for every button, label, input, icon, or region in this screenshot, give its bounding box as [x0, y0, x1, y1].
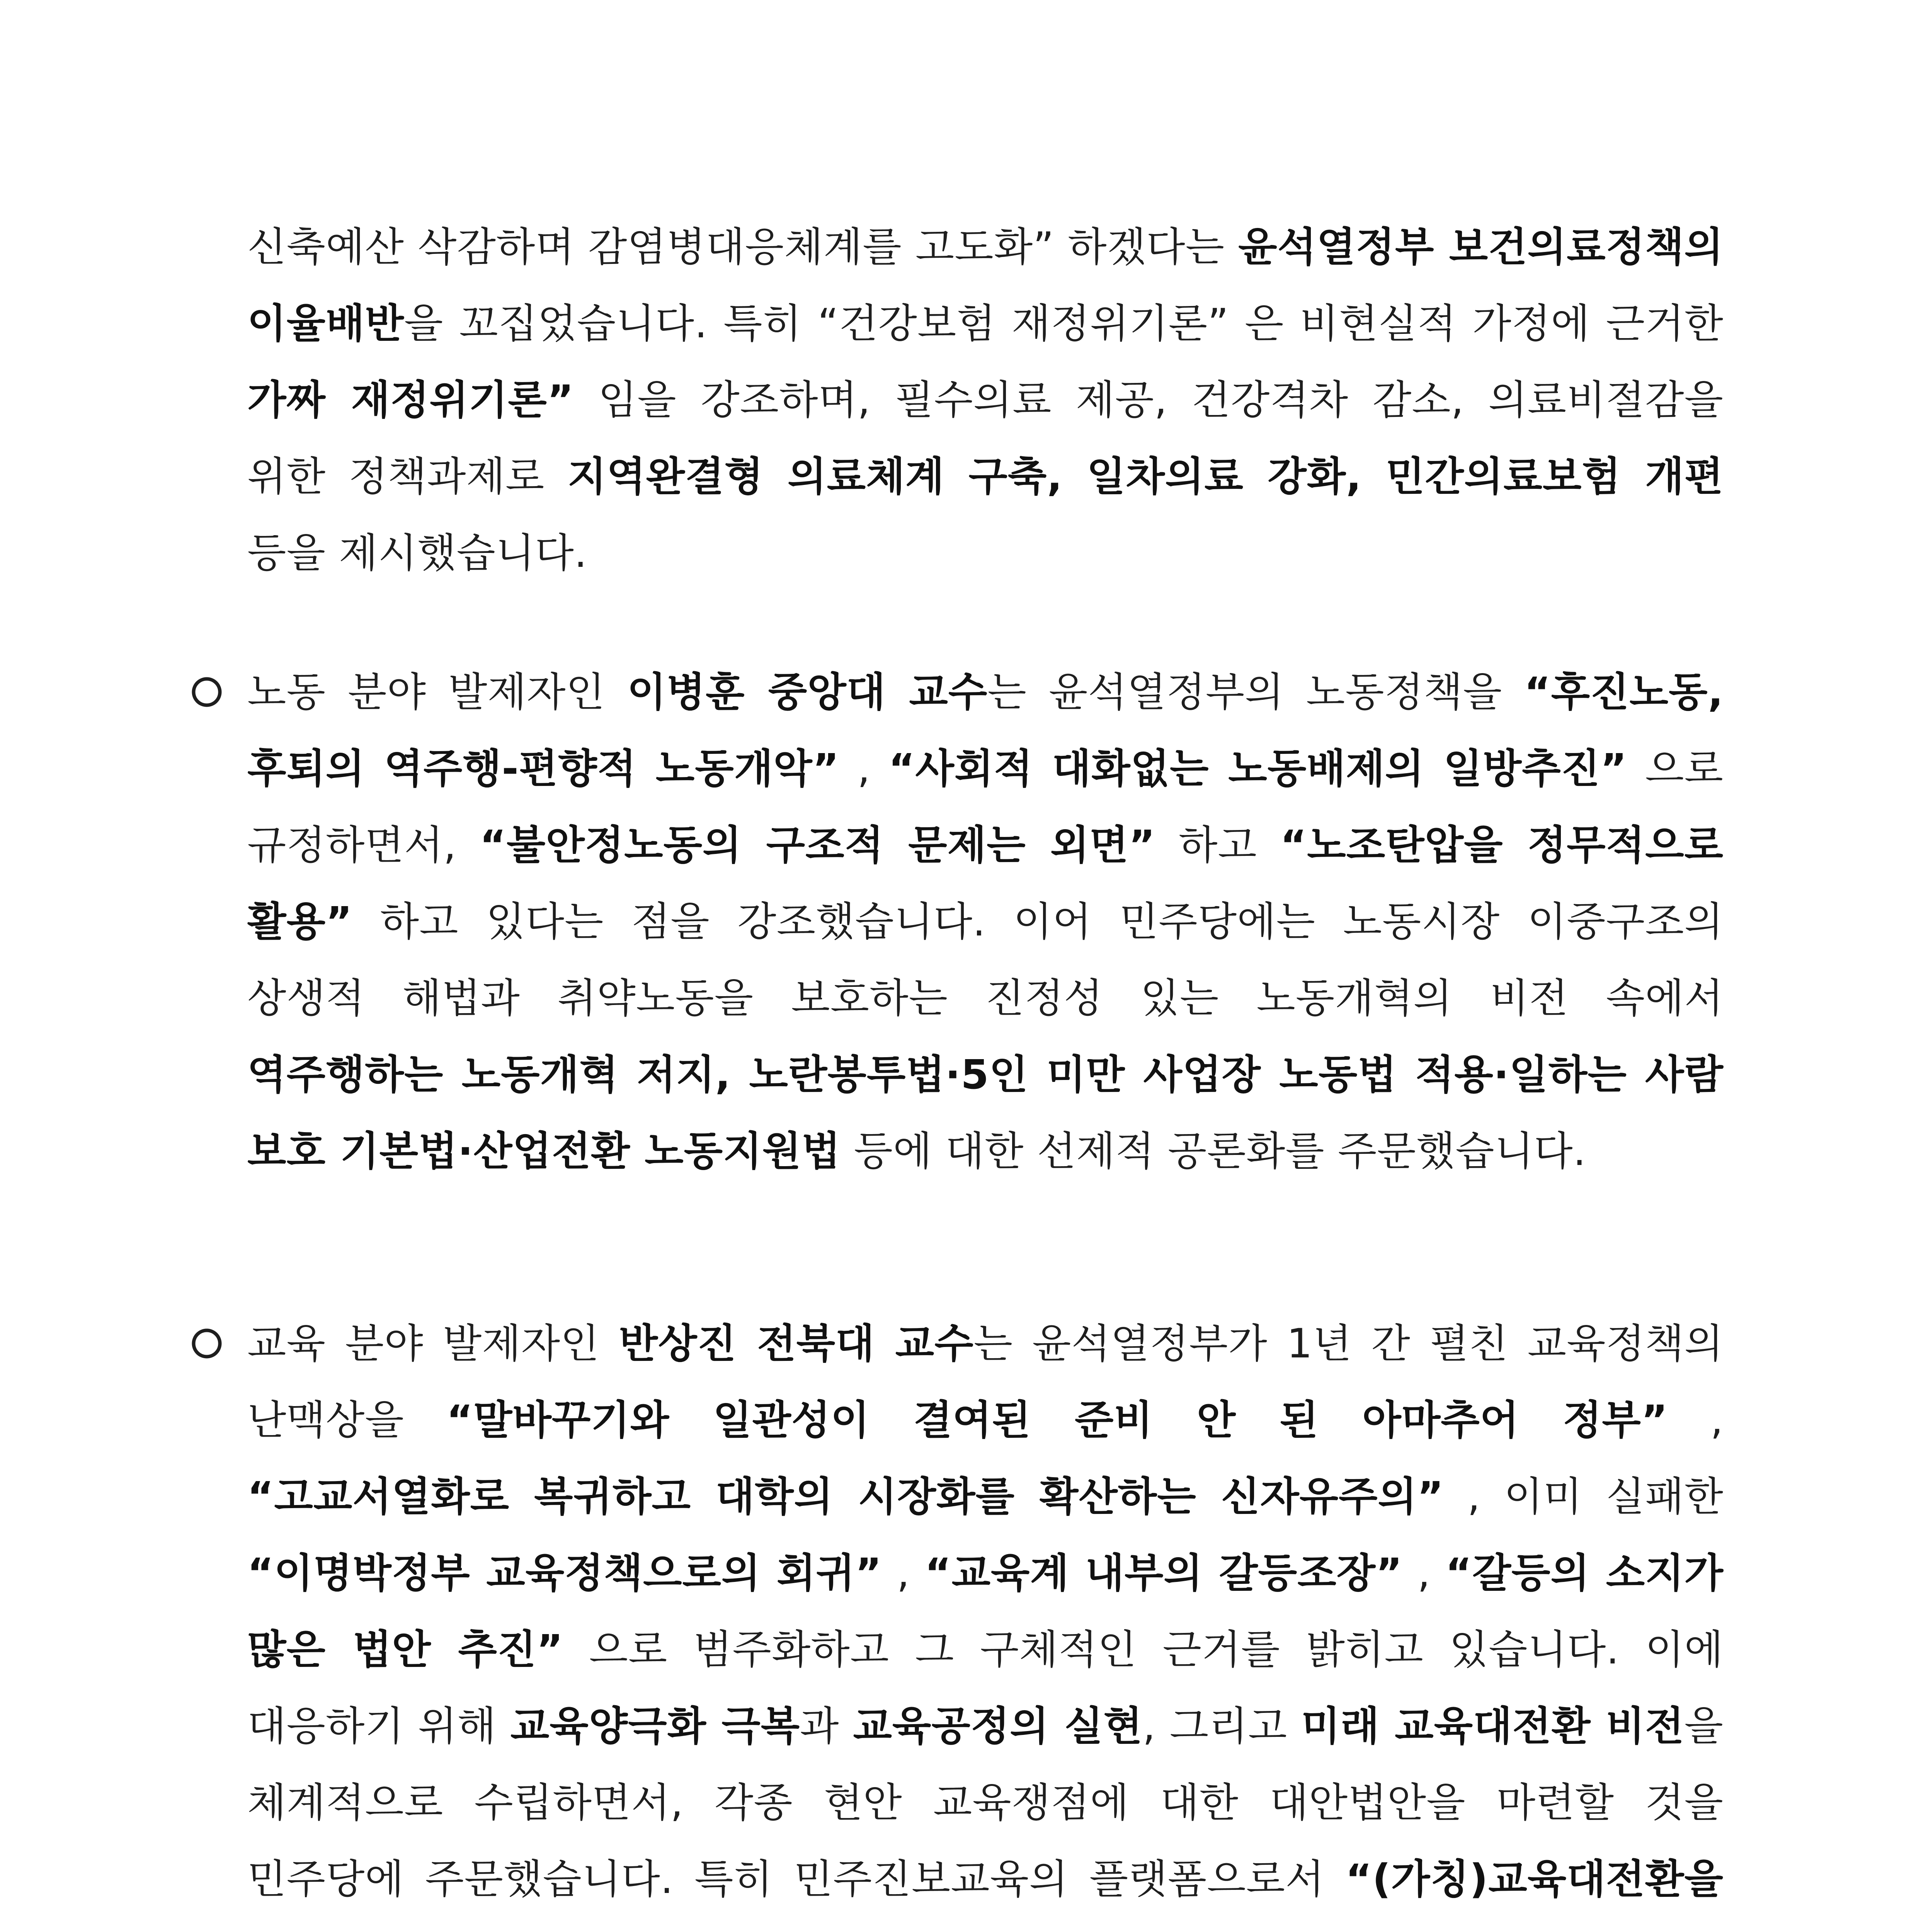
- labor-text-5: 하고: [1155, 821, 1280, 869]
- edu-bold-6: “갈등의 소지가 많은 법안 추진”: [247, 1549, 1724, 1673]
- labor-bold-1: 이병훈 중앙대 교수: [627, 668, 988, 716]
- labor-policy-paragraph: [247, 654, 1724, 1189]
- labor-text-2: 는 윤석열정부의 노동정책을: [987, 668, 1525, 716]
- labor-text-3: ,: [839, 745, 889, 792]
- circle-bullet-icon: [189, 1326, 224, 1361]
- labor-bold-4: “불안정노동의 구조적 문제는 외면”: [480, 821, 1155, 869]
- labor-text-6: 하고 있다는 점을 강조했습니다. 이어 민주당에는 노동시장 이중구조의 상생적 해법과 취약노동을 보호하는 진정성 있는 노동개혁의 비전 속에서: [247, 898, 1724, 1022]
- labor-bold-2: “후진노동, 후퇴의 역주행-편향적 노동개악”: [247, 668, 1724, 792]
- edu-text-5: ,: [882, 1549, 925, 1597]
- health-text-4: 등을 제시했습니다.: [247, 529, 587, 577]
- circle-bullet-icon: [189, 675, 224, 709]
- labor-text-7: 등에 대한 선제적 공론화를 주문했습니다.: [841, 1128, 1586, 1175]
- health-text-1: 신축예산 삭감하며 감염병대응체계를 고도화” 하겠다는: [247, 223, 1239, 270]
- edu-text-9: , 그리고: [1142, 1702, 1302, 1750]
- edu-bold-1: 반상진 전북대 교수: [619, 1320, 974, 1367]
- health-text-2: 을 꼬집었습니다. 특히 “건강보험 재정위기론” 은 비현실적 가정에 근거한: [404, 300, 1724, 347]
- edu-bold-8: 교육공정의 실현: [853, 1702, 1143, 1750]
- education-policy-paragraph: [247, 1305, 1724, 1932]
- health-bold-3: 지역완결형 의료체계 구축, 일차의료 강화, 민간의료보험 개편: [567, 453, 1724, 500]
- edu-text-7: 으로 범주화하고 그 구체적인 근거를 밝히고 있습니다. 이에 대응하기 위해: [247, 1626, 1724, 1750]
- labor-bold-5: “노조탄압을 정무적으로 활용”: [247, 821, 1724, 945]
- edu-bold-7: 교육양극화 극복: [510, 1702, 800, 1750]
- edu-bold-5: “교육계 내부의 갈등조장”: [925, 1549, 1403, 1597]
- health-bold-1: 윤석열정부 보건의료정책의 이율배반: [247, 223, 1724, 347]
- edu-text-2: 는 윤석열정부가 1년 간 펼친 교육정책의 난맥상을: [247, 1320, 1724, 1444]
- edu-bold-3: “고교서열화로 복귀하고 대학의 시장화를 확산하는 신자유주의”: [247, 1473, 1444, 1520]
- health-bold-2: 가짜 재정위기론”: [247, 376, 574, 423]
- health-text-3: 임을 강조하며, 필수의료 제공, 건강격차 감소, 의료비절감을 위한 정책과제로: [247, 376, 1724, 500]
- edu-text-10: 을 체계적으로 수립하면서, 각종 현안 교육쟁점에 대한 대안법안을 마련할 것을 민주당에 주문했습니다. 특히 민주진보교육의 플랫폼으로서: [247, 1702, 1724, 1903]
- edu-text-8: 과: [800, 1702, 853, 1750]
- edu-bold-2: “말바꾸기와 일관성이 결여된 준비 안 된 아마추어 정부”: [446, 1396, 1668, 1444]
- labor-text-1: 노동 분야 발제자인: [247, 668, 628, 716]
- health-policy-paragraph: [247, 209, 1724, 591]
- edu-text-1: 교육 분야 발제자인: [247, 1320, 619, 1367]
- edu-bold-4: “이명박정부 교육정책으로의 회귀”: [247, 1549, 882, 1597]
- edu-text-4: , 이미 실패한: [1444, 1473, 1724, 1520]
- labor-bold-3: “사회적 대화없는 노동배제의 일방추진”: [888, 745, 1627, 792]
- labor-text-4: 으로 규정하면서,: [247, 745, 1724, 869]
- edu-text-3: ,: [1668, 1396, 1724, 1444]
- edu-bold-10: “(가칭)교육대전환을: [1345, 1855, 1724, 1903]
- labor-bold-6: 역주행하는 노동개혁 저지, 노란봉투법·5인 미만 사업장 노동법 적용·일하는 사람 보호 기본법·산업전환 노동지원법: [247, 1051, 1724, 1175]
- edu-text-6: ,: [1402, 1549, 1446, 1597]
- edu-bold-9: 미래 교육대전환 비전: [1301, 1702, 1685, 1750]
